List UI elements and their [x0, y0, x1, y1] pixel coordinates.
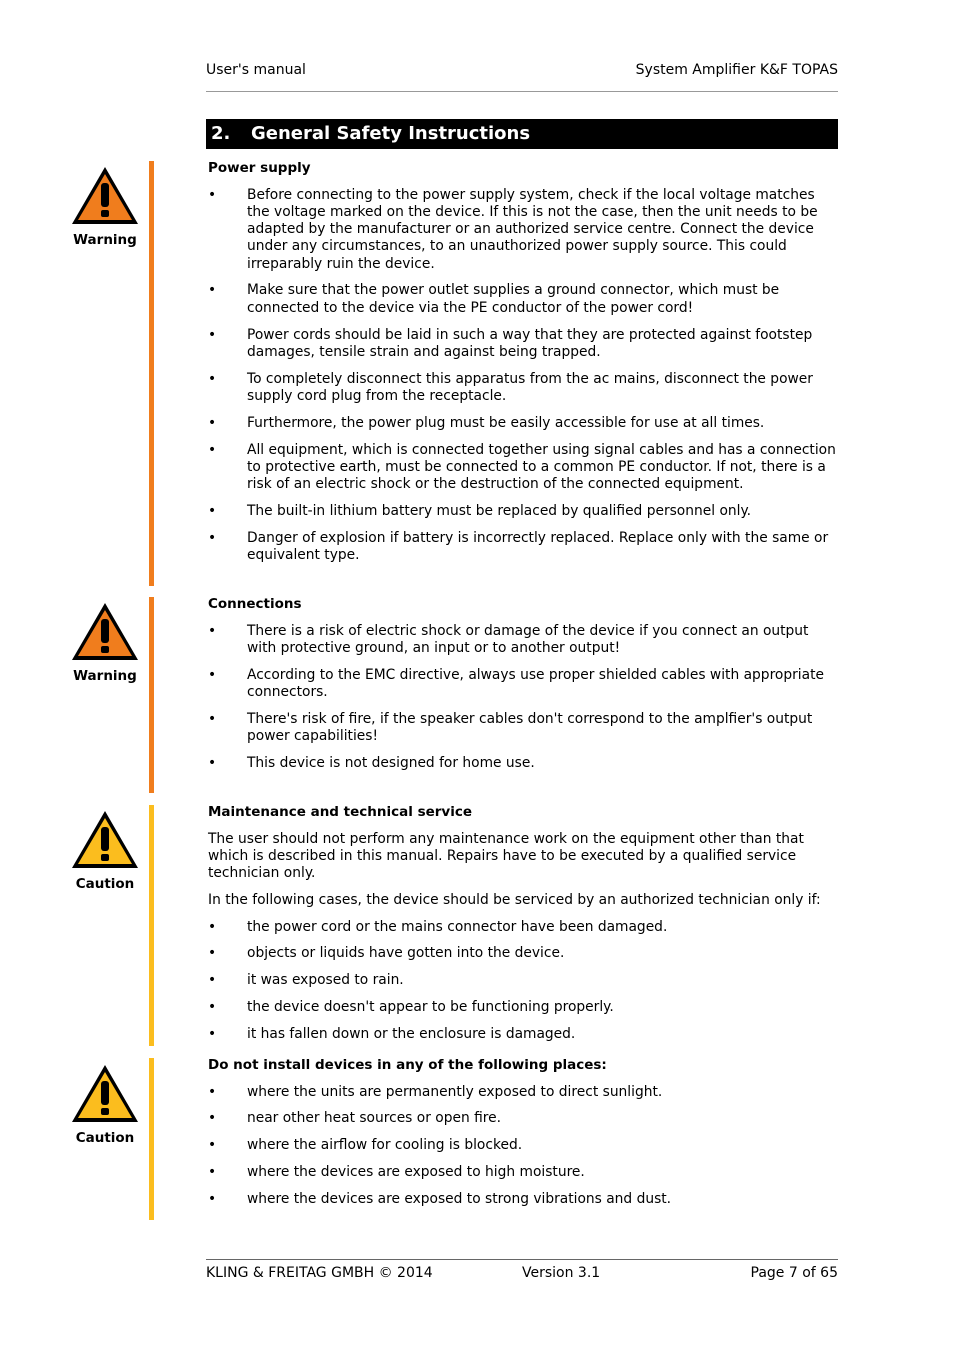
footer-version: Version 3.1: [522, 1265, 601, 1281]
list-item: [208, 623, 840, 658]
bullet: •: [208, 282, 217, 299]
list-item-text: Power cords should be laid in such a way that they are protected against footstep damages, tensile strain and against being trapped.: [247, 326, 813, 360]
warning-sign-connections: [60, 601, 150, 684]
chapter-title: General Safety Instructions: [251, 123, 531, 144]
list-item-text: where the airflow for cooling is blocked.: [247, 1137, 523, 1154]
list-item: [208, 711, 840, 746]
list-item: [208, 1110, 840, 1127]
bullet: •: [208, 972, 217, 989]
section-title-maintenance: Maintenance and technical service: [208, 804, 473, 820]
maintenance-list: [208, 919, 840, 1043]
bullet: •: [208, 370, 217, 387]
list-item: [208, 530, 840, 565]
list-item: [208, 919, 840, 936]
list-item: [208, 667, 840, 702]
bullet: •: [208, 186, 217, 203]
power-supply-list: [208, 187, 840, 565]
list-item: [208, 282, 840, 317]
list-item-text: near other heat sources or open fire.: [247, 1110, 502, 1127]
section-title-installation: Do not install devices in any of the following places:: [208, 1057, 607, 1073]
bullet: •: [208, 1083, 217, 1100]
bullet: •: [208, 326, 217, 343]
list-item-text: This device is not designed for home use.: [247, 754, 535, 771]
warning-label: Warning: [73, 232, 137, 248]
caution-label: Caution: [75, 876, 135, 892]
bullet: •: [208, 754, 217, 771]
caution-label: Caution: [75, 1130, 135, 1146]
section-title-power-supply: Power supply: [208, 160, 311, 176]
list-item: [208, 327, 840, 362]
connections-list: [208, 623, 840, 773]
bullet: •: [208, 622, 217, 639]
list-item-text: Furthermore, the power plug must be easily accessible for use at all times.: [247, 414, 765, 431]
chapter-title-bar: [206, 119, 838, 149]
list-item-text: the power cord or the mains connector have been damaged.: [247, 918, 668, 935]
list-item-text: Make sure that the power outlet supplies a ground connector, which must be connected to the device via the PE conductor of the power cord!: [247, 282, 780, 316]
bullet: •: [208, 918, 217, 935]
list-item: [208, 945, 840, 962]
chapter-number: 2.: [211, 123, 231, 144]
list-item-text: Danger of explosion if battery is incorrectly replaced. Replace only with the same or equivalent type.: [247, 529, 829, 564]
list-item: [208, 1191, 840, 1208]
bullet: •: [208, 529, 217, 546]
footer-page-number: Page 7 of 65: [750, 1265, 838, 1281]
warning-sign-power-supply: [60, 165, 150, 248]
section-title-connections: Connections: [208, 596, 302, 612]
list-item-text: To completely disconnect this apparatus from the ac mains, disconnect the power supply cord plug from the receptacle.: [247, 370, 813, 404]
list-item-text: it was exposed to rain.: [247, 972, 404, 989]
list-item-text: There is a risk of electric shock or damage of the device if you connect an output with protective ground, an input or to another output!: [247, 622, 809, 656]
caution-sign-installation: [60, 1063, 150, 1146]
list-item: [208, 755, 840, 772]
list-item-text: where the devices are exposed to high moisture.: [247, 1163, 585, 1180]
bullet: •: [208, 1110, 217, 1127]
maintenance-paragraph: The user should not perform any maintenance work on the equipment other than that which is described in this manual. Repairs have to be executed by a qualified service technician only.: [208, 830, 804, 882]
bullet: •: [208, 945, 217, 962]
list-item-text: where the units are permanently exposed to direct sunlight.: [247, 1083, 663, 1100]
bullet: •: [208, 666, 217, 683]
bullet: •: [208, 414, 217, 431]
bullet: •: [208, 1137, 217, 1154]
bullet: •: [208, 502, 217, 519]
list-item-text: According to the EMC directive, always use proper shielded cables with appropriate connectors.: [247, 666, 824, 700]
list-item-text: There's risk of fire, if the speaker cables don't correspond to the amplfier's output power capabilities!: [247, 710, 813, 744]
exclamation-triangle-icon: [70, 1063, 140, 1125]
list-item: [208, 187, 840, 273]
footer-copyright: KLING & FREITAG GMBH © 2014: [206, 1265, 433, 1281]
footer-divider: [206, 1259, 838, 1260]
list-item: [208, 503, 840, 520]
list-item: [208, 1137, 840, 1154]
header-divider: [206, 91, 838, 92]
bullet: •: [208, 441, 217, 458]
installation-list: [208, 1084, 840, 1208]
bullet: •: [208, 1190, 217, 1207]
exclamation-triangle-icon: [70, 165, 140, 227]
list-item: [208, 999, 840, 1016]
list-item: [208, 1164, 840, 1181]
power-supply-section: [208, 160, 840, 564]
exclamation-triangle-icon: [70, 601, 140, 663]
list-item: [208, 415, 840, 432]
list-item-text: the device doesn't appear to be functioning properly.: [247, 999, 614, 1016]
caution-sign-maintenance: [60, 809, 150, 892]
header-product-name: System Amplifier K&F TOPAS: [635, 62, 838, 78]
list-item-text: The built-in lithium battery must be replaced by qualified personnel only.: [247, 502, 752, 519]
warning-label: Warning: [73, 668, 137, 684]
list-item: [208, 371, 840, 406]
list-item-text: it has fallen down or the enclosure is damaged.: [247, 1025, 576, 1042]
bullet: •: [208, 1163, 217, 1180]
list-item: [208, 1026, 840, 1043]
maintenance-intro-paragraph: In the following cases, the device should be serviced by an authorized technician only if:: [208, 891, 821, 908]
list-item: [208, 1084, 840, 1101]
list-item-text: Before connecting to the power supply system, check if the local voltage matches the voltage marked on the device. If this is not the case, then the unit needs to be adapted by the manufacturer or an authorized service centre. Connect the device under any circumstances, to an unauthorized power supply source. This could irreparably ruin the device.: [247, 186, 818, 272]
list-item: [208, 972, 840, 989]
maintenance-section: [208, 804, 840, 1043]
installation-section: [208, 1057, 840, 1208]
list-item-text: All equipment, which is connected together using signal cables and has a connection to protective earth, must be connected to a common PE conductor. If not, there is a risk of an electric shock or the destruction of the connected equipment.: [247, 441, 836, 493]
list-item-text: where the devices are exposed to strong vibrations and dust.: [247, 1190, 672, 1207]
list-item-text: objects or liquids have gotten into the device.: [247, 945, 565, 962]
bullet: •: [208, 999, 217, 1016]
connections-section: [208, 596, 840, 772]
exclamation-triangle-icon: [70, 809, 140, 871]
bullet: •: [208, 710, 217, 727]
header-manual-label: User's manual: [206, 62, 306, 78]
bullet: •: [208, 1025, 217, 1042]
list-item: [208, 442, 840, 494]
